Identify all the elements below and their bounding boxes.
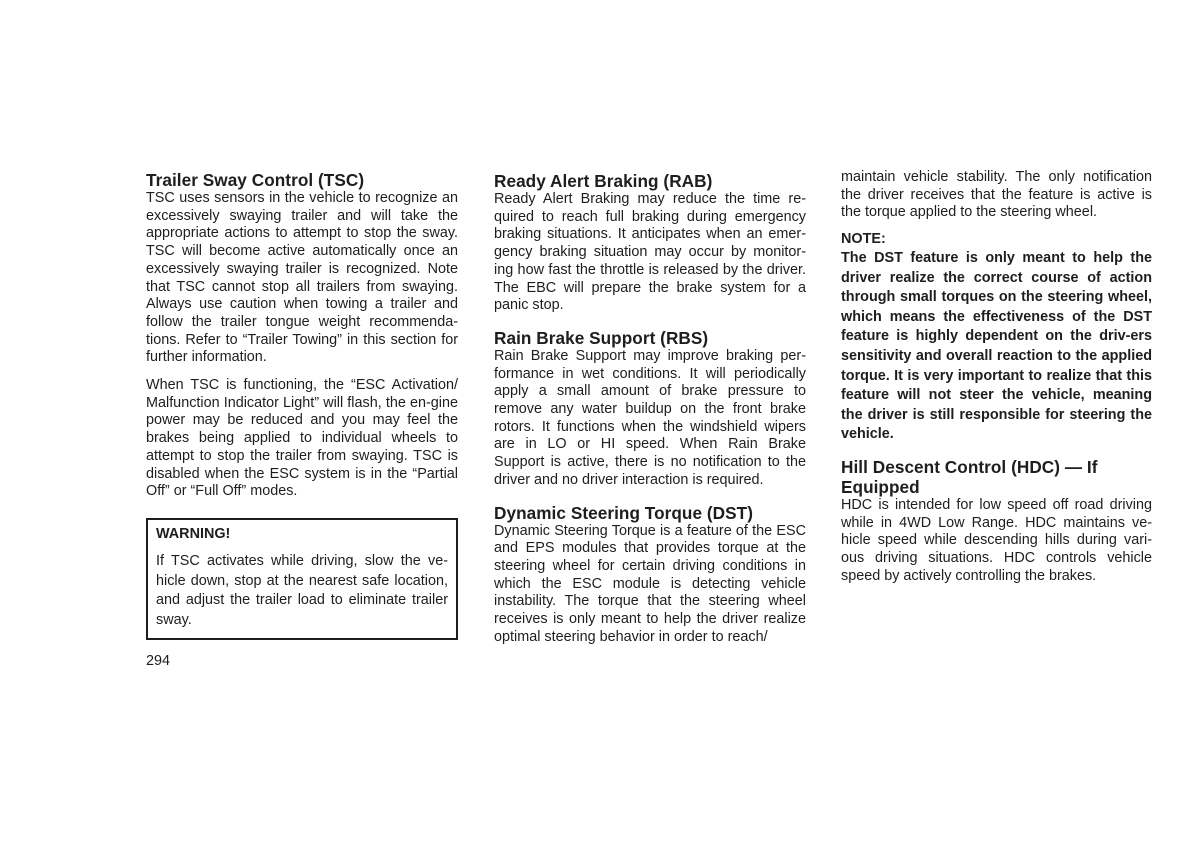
dst-heading: Dynamic Steering Torque (DST) bbox=[494, 502, 753, 523]
tsc-heading: Trailer Sway Control (TSC) bbox=[146, 170, 365, 190]
page-number: 294 bbox=[146, 653, 171, 669]
warning-box bbox=[146, 518, 458, 640]
rbs-paragraph: Rain Brake Support may improve braking per-formance in wet conditions. It will periodically apply a small amount of brake pressure to remove any water buildup on the front brake rotors. It functions when the windshield wipers are in LO or HI speed. When Rain Brake Support is active, there is no notification to the driver and no driver interaction is required. bbox=[494, 347, 806, 488]
hdc-heading: Hill Descent Control (HDC) — If Equipped bbox=[841, 457, 1098, 498]
column-3 bbox=[841, 170, 1152, 586]
warning-title: WARNING! bbox=[156, 525, 231, 542]
column-1 bbox=[146, 170, 458, 640]
rab-paragraph: Ready Alert Braking may reduce the time re-quired to reach full braking during emergency braking situations. It anticipates when an emer-gency braking situation may occur by monitor-ing how fast the throttle is released by the driver. The EBC will prepare the brake system for a panic stop. bbox=[494, 191, 806, 314]
dst-continued-paragraph: maintain vehicle stability. The only notification the driver receives that the feature is active is the torque applied to the steering wheel. bbox=[841, 169, 1152, 221]
dst-paragraph: Dynamic Steering Torque is a feature of the ESC and EPS modules that provides torque at the steering wheel for certain driving conditions in which the ESC module is detecting vehicle instability. The torque that the steering wheel receives is only meant to help the driver realize optimal steering behavior in order to reach/ bbox=[494, 522, 806, 645]
hdc-paragraph: HDC is intended for low speed off road driving while in 4WD Low Range. HDC maintains ve-hicle speed while descending hills during vari-ous driving situations. HDC controls vehicle speed by actively controlling the brakes. bbox=[841, 497, 1152, 584]
warning-text: If TSC activates while driving, slow the ve-hicle down, stop at the nearest safe location, and adjust the trailer load to eliminate trailer sway. bbox=[156, 552, 448, 628]
tsc-paragraph-1: TSC uses sensors in the vehicle to recognize an excessively swaying trailer and will take the appropriate actions to attempt to stop the sway. TSC will become active automatically once an excessively swaying trailer is recognized. Note that TSC cannot stop all trailers from swaying. Always use caution when towing a trailer and follow the trailer tongue weight recommenda-tions. Refer to “Trailer Towing” in this section for further information. bbox=[146, 190, 458, 366]
rab-heading: Ready Alert Braking (RAB) bbox=[494, 171, 713, 191]
note-label: NOTE: bbox=[841, 231, 886, 248]
note-text: The DST feature is only meant to help the driver realize the correct course of action through small torques on the steering wheel, which means the effectiveness of the DST feature is highly dependent on the driv-ers sensitivity and overall reaction to the applied torque. It is very important to realize that this feature will not steer the vehicle, meaning the driver is still responsible for steering the vehicle. bbox=[841, 250, 1152, 443]
column-2 bbox=[494, 170, 806, 646]
tsc-paragraph-2: When TSC is functioning, the “ESC Activation/ Malfunction Indicator Light” will flash, the en-gine power may be reduced and you may feel the brakes being applied to individual wheels to attempt to stop the trailer from swaying. TSC is disabled when the ESC system is in the “Partial Off” or “Full Off” modes. bbox=[146, 377, 458, 500]
rbs-heading: Rain Brake Support (RBS) bbox=[494, 327, 709, 348]
